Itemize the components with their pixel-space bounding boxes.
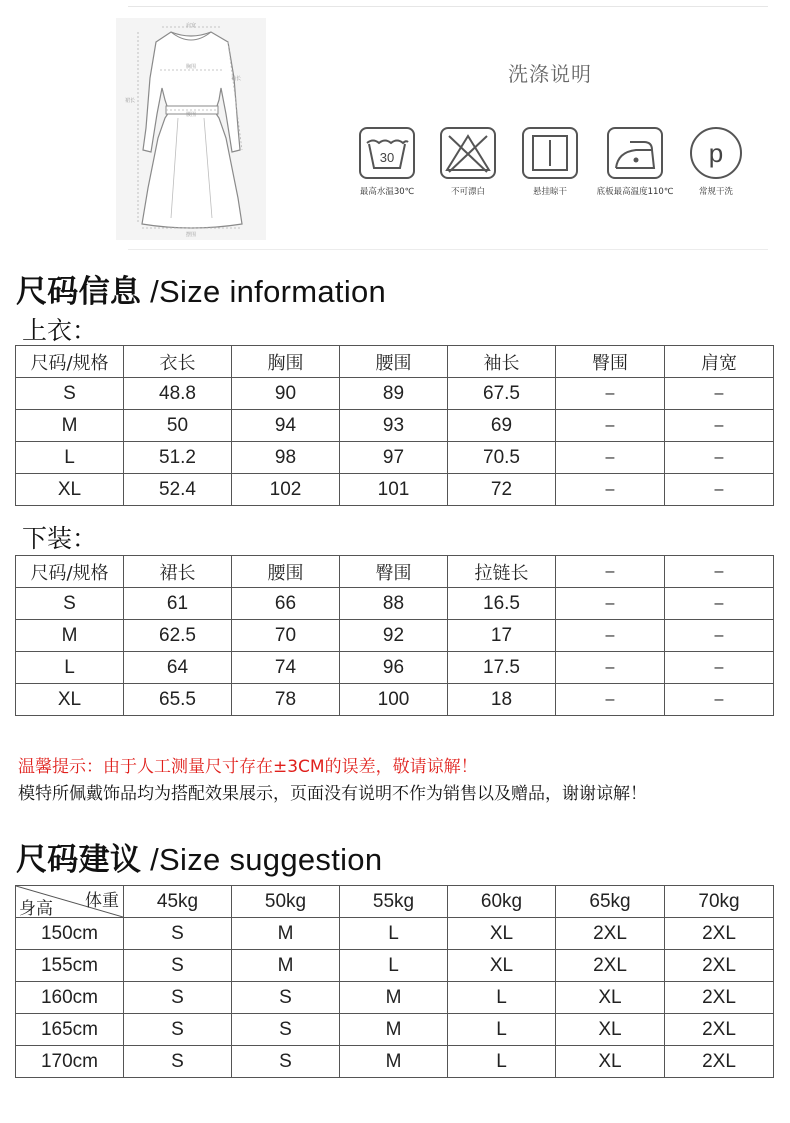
table-cell: L — [448, 982, 556, 1014]
wash-30-icon — [358, 126, 416, 180]
header-cell: 胸围 — [232, 346, 340, 378]
height-cell: 165cm — [16, 1014, 124, 1046]
iron-110-icon — [606, 126, 664, 180]
table-row — [16, 378, 774, 410]
table-cell: L — [448, 1046, 556, 1078]
header-cell: – — [556, 556, 665, 588]
table-cell: S — [232, 1014, 340, 1046]
wash-label-hang-dry: 悬挂晾干 — [532, 187, 567, 197]
table-cell: 2XL — [665, 950, 774, 982]
table-row — [16, 442, 774, 474]
header-cell: 腰围 — [340, 346, 448, 378]
table-cell: L — [16, 442, 124, 474]
table-cell: XL — [556, 1014, 665, 1046]
table-cell: XL — [556, 982, 665, 1014]
table-cell: 2XL — [665, 1046, 774, 1078]
height-cell: 170cm — [16, 1046, 124, 1078]
table-cell: 2XL — [556, 918, 665, 950]
table-cell: 70 — [232, 620, 340, 652]
table-cell: 2XL — [665, 982, 774, 1014]
table-cell: – — [665, 684, 774, 716]
table-cell: S — [232, 982, 340, 1014]
no-bleach-icon — [439, 126, 497, 180]
table-cell: L — [340, 950, 448, 982]
accessory-disclaimer-note: 模特所佩戴饰品均为搭配效果展示，页面没有说明不作为销售以及赠品，谢谢谅解！ — [18, 784, 647, 804]
table-cell: 69 — [448, 410, 556, 442]
wash-item-30 — [342, 126, 432, 197]
table-cell: 100 — [340, 684, 448, 716]
header-cell: 尺码/规格 — [16, 346, 124, 378]
top-garment-label: 上衣： — [22, 316, 98, 345]
table-cell: S — [124, 1046, 232, 1078]
table-cell: M — [340, 982, 448, 1014]
table-cell: 52.4 — [124, 474, 232, 506]
header-cell: 肩宽 — [665, 346, 774, 378]
bottom-garment-label: 下装： — [22, 524, 98, 553]
table-cell: 16.5 — [448, 588, 556, 620]
diagram-label-chest: 胸围 — [185, 64, 197, 70]
table-cell: – — [665, 620, 774, 652]
table-cell: – — [556, 588, 665, 620]
table-cell: 2XL — [665, 918, 774, 950]
table-cell: – — [556, 410, 665, 442]
table-cell: L — [16, 652, 124, 684]
table-cell: 70.5 — [448, 442, 556, 474]
table-cell: – — [556, 620, 665, 652]
header-cell: 拉链长 — [448, 556, 556, 588]
table-cell: 92 — [340, 620, 448, 652]
table-row — [16, 918, 774, 950]
table-cell: 2XL — [556, 950, 665, 982]
table-cell: – — [556, 378, 665, 410]
wash-label-no-bleach: 不可漂白 — [450, 187, 485, 197]
table-cell: 93 — [340, 410, 448, 442]
table-cell: – — [665, 588, 774, 620]
diagram-label-shoulder: 肩宽 — [185, 23, 197, 29]
table-cell: M — [16, 410, 124, 442]
diagram-label-sleeve: 袖长 — [230, 76, 242, 82]
table-cell: S — [124, 982, 232, 1014]
table-cell: 48.8 — [124, 378, 232, 410]
table-cell: 51.2 — [124, 442, 232, 474]
table-row — [16, 474, 774, 506]
table-row — [16, 652, 774, 684]
wash-item-no-bleach — [423, 126, 513, 197]
table-cell: 2XL — [665, 1014, 774, 1046]
table-cell: – — [665, 652, 774, 684]
table-cell: L — [340, 918, 448, 950]
table-header-row — [16, 556, 774, 588]
wash-label-iron: 底板最高温度110℃ — [596, 187, 674, 197]
table-cell: M — [16, 620, 124, 652]
table-cell: S — [124, 1014, 232, 1046]
table-header-row — [16, 346, 774, 378]
svg-text:p: p — [708, 138, 724, 168]
table-cell: 50 — [124, 410, 232, 442]
table-cell: M — [232, 950, 340, 982]
measurement-warning-note: 温馨提示：由于人工测量尺寸存在±3CM的误差，敬请谅解！ — [18, 757, 478, 777]
size-suggestion-heading-cn: 尺码建议 — [16, 842, 142, 878]
wash-item-dry-clean — [671, 126, 761, 197]
header-cell: 臀围 — [340, 556, 448, 588]
table-cell: 102 — [232, 474, 340, 506]
table-cell: 94 — [232, 410, 340, 442]
wash-label-dry-clean: 常规干洗 — [698, 187, 733, 197]
table-cell: – — [556, 684, 665, 716]
table-cell: S — [16, 378, 124, 410]
diagram-label-waist: 腰围 — [185, 112, 197, 118]
weight-header-cell: 70kg — [665, 886, 774, 918]
table-cell: 88 — [340, 588, 448, 620]
header-cell: 裙长 — [124, 556, 232, 588]
svg-text:30: 30 — [379, 150, 395, 165]
table-cell: M — [340, 1014, 448, 1046]
header-cell: 尺码/规格 — [16, 556, 124, 588]
table-cell: XL — [16, 684, 124, 716]
corner-weight-label: 体重 — [85, 891, 119, 911]
header-cell: 臀围 — [556, 346, 665, 378]
table-cell: – — [665, 442, 774, 474]
table-row — [16, 1046, 774, 1078]
dress-measurement-diagram — [116, 18, 266, 240]
table-cell: S — [124, 950, 232, 982]
table-row — [16, 1014, 774, 1046]
table-cell: 64 — [124, 652, 232, 684]
table-cell: 18 — [448, 684, 556, 716]
table-cell: M — [232, 918, 340, 950]
table-cell: – — [665, 410, 774, 442]
table-cell: 98 — [232, 442, 340, 474]
header-cell: 袖长 — [448, 346, 556, 378]
table-row — [16, 620, 774, 652]
height-cell: 155cm — [16, 950, 124, 982]
weight-header-cell: 60kg — [448, 886, 556, 918]
corner-height-label: 身高 — [19, 899, 53, 918]
size-info-heading — [16, 266, 386, 311]
table-cell: 74 — [232, 652, 340, 684]
table-cell: – — [556, 474, 665, 506]
top-size-table — [15, 345, 774, 506]
table-row — [16, 982, 774, 1014]
size-info-heading-cn: 尺码信息 — [16, 274, 142, 310]
table-cell: M — [340, 1046, 448, 1078]
table-row — [16, 410, 774, 442]
table-row — [16, 684, 774, 716]
size-suggestion-table — [15, 885, 774, 1078]
table-cell: – — [665, 474, 774, 506]
table-cell: XL — [556, 1046, 665, 1078]
table-row — [16, 588, 774, 620]
table-cell: XL — [448, 918, 556, 950]
table-cell: – — [556, 442, 665, 474]
weight-header-cell: 50kg — [232, 886, 340, 918]
bottom-size-table — [15, 555, 774, 716]
size-info-heading-en: /Size information — [141, 274, 387, 309]
weight-header-cell: 65kg — [556, 886, 665, 918]
table-cell: XL — [16, 474, 124, 506]
weight-header-cell: 45kg — [124, 886, 232, 918]
top-divider — [128, 6, 768, 7]
wash-instructions-title: 洗涤说明 — [508, 62, 592, 86]
table-cell: 61 — [124, 588, 232, 620]
table-cell: – — [665, 378, 774, 410]
table-cell: 72 — [448, 474, 556, 506]
table-cell: 67.5 — [448, 378, 556, 410]
table-cell: S — [16, 588, 124, 620]
top-bottom-divider — [128, 249, 768, 250]
size-suggestion-heading — [16, 834, 382, 879]
wash-label-30: 最高水温30℃ — [359, 187, 415, 197]
height-cell: 150cm — [16, 918, 124, 950]
table-cell: 96 — [340, 652, 448, 684]
weight-height-corner-cell — [16, 886, 124, 918]
table-cell: S — [124, 918, 232, 950]
table-header-row — [16, 886, 774, 918]
size-suggestion-heading-en: /Size suggestion — [141, 842, 383, 877]
table-cell: 17 — [448, 620, 556, 652]
table-cell: 62.5 — [124, 620, 232, 652]
table-cell: 66 — [232, 588, 340, 620]
header-cell: 腰围 — [232, 556, 340, 588]
weight-header-cell: 55kg — [340, 886, 448, 918]
table-cell: XL — [448, 950, 556, 982]
diagram-label-hem: 摆围 — [185, 232, 197, 238]
table-cell: 97 — [340, 442, 448, 474]
table-cell: 90 — [232, 378, 340, 410]
wash-item-iron — [590, 126, 680, 197]
table-cell: L — [448, 1014, 556, 1046]
table-cell: 17.5 — [448, 652, 556, 684]
table-cell: 101 — [340, 474, 448, 506]
table-cell: 65.5 — [124, 684, 232, 716]
wash-item-hang-dry — [505, 126, 595, 197]
table-cell: 78 — [232, 684, 340, 716]
table-cell: – — [556, 652, 665, 684]
table-row — [16, 950, 774, 982]
table-cell: 89 — [340, 378, 448, 410]
table-cell: S — [232, 1046, 340, 1078]
dry-clean-p-icon — [687, 126, 745, 180]
hang-dry-icon — [521, 126, 579, 180]
height-cell: 160cm — [16, 982, 124, 1014]
header-cell: – — [665, 556, 774, 588]
header-cell: 衣长 — [124, 346, 232, 378]
diagram-label-skirt-length: 裙长 — [124, 98, 136, 104]
